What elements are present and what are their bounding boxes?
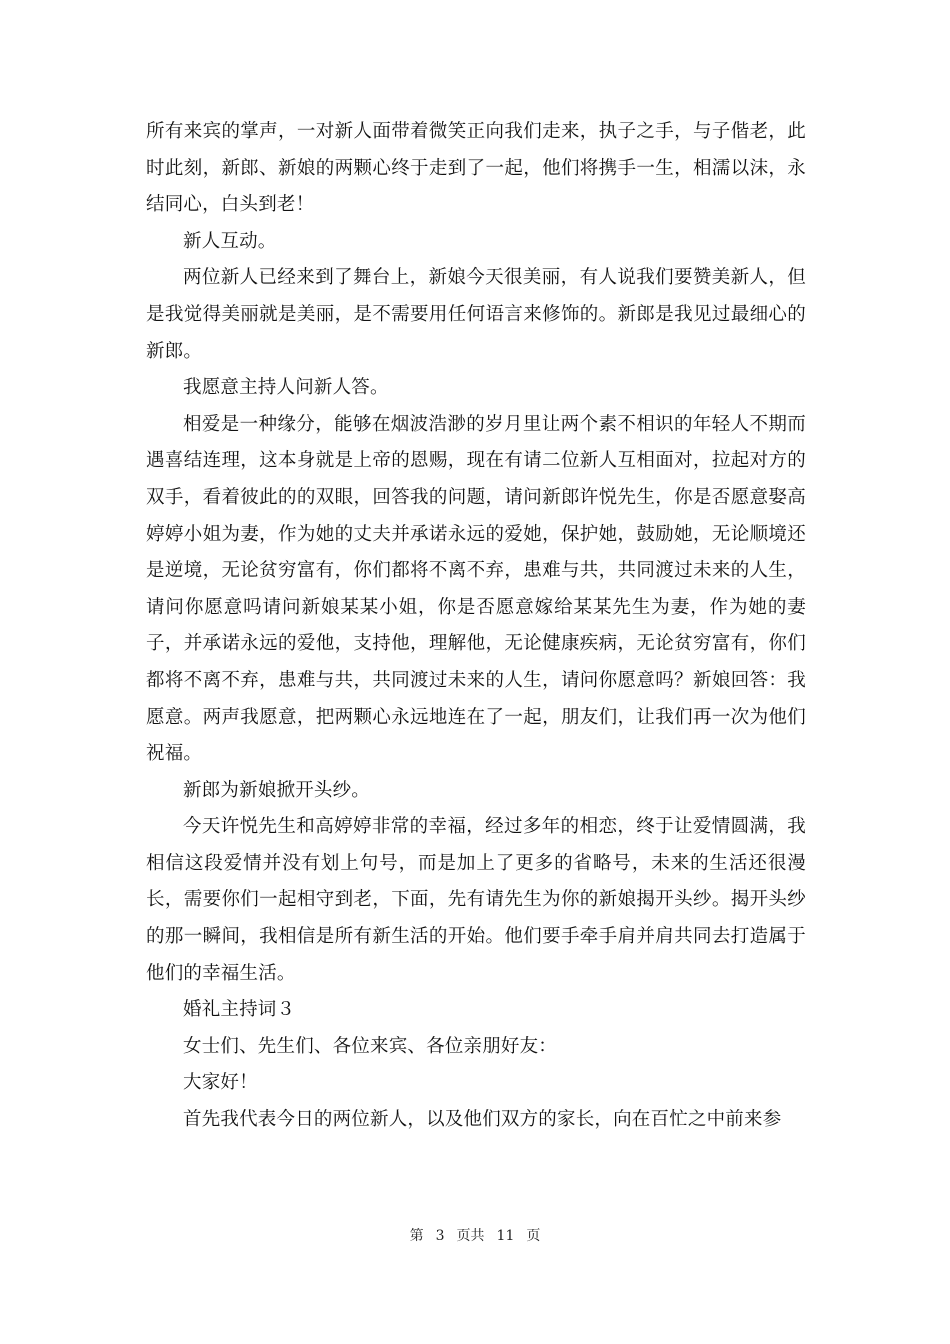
footer-current-page: 3: [435, 1228, 445, 1244]
paragraph-continuation: 所有来宾的掌声，一对新人面带着微笑正向我们走来，执子之手，与子偕老，此时此刻，新郎、新娘的两颗心终于走到了一起，他们将携手一生，相濡以沫，永结同心，白头到老！: [146, 121, 806, 216]
paragraph-heading-interaction: 新人互动。: [183, 230, 277, 252]
paragraph-stage: 两位新人已经来到了舞台上，新娘今天很美丽，有人说我们要赞美新人，但是我觉得美丽就是美丽，是不需要用任何语言来修饰的。新郎是我见过最细心的新郎。: [146, 267, 806, 362]
paragraph-hello: 大家好！: [183, 1072, 258, 1094]
paragraph-opening: 首先我代表今日的两位新人，以及他们双方的家长，向在百忙之中前来参: [183, 1109, 782, 1131]
document-body: [146, 114, 806, 1139]
paragraph-veil: 今天许悦先生和高婷婷非常的幸福，经过多年的相恋，终于让爱情圆满，我相信这段爱情并没有划上句号，而是加上了更多的省略号，未来的生活还很漫长，需要你们一起相守到老，下面，先有请先生为你的新娘揭开头纱。揭开头纱的那一瞬间，我相信是所有新生活的开始。他们要手牵手肩并肩共同去打造属于他们的幸福生活。: [146, 816, 806, 984]
footer-suffix: 页: [526, 1228, 541, 1244]
footer-middle: 页共: [456, 1228, 485, 1244]
paragraph-heading-veil: 新郎为新娘掀开头纱。: [183, 779, 371, 801]
paragraph-vows: 相爱是一种缘分，能够在烟波浩渺的岁月里让两个素不相识的年轻人不期而遇喜结连理，这本身就是上帝的恩赐，现在有请二位新人互相面对，拉起对方的双手，看着彼此的的双眼，回答我的问题，请问新郎许悦先生，你是否愿意娶高婷婷小姐为妻，作为她的丈夫并承诺永远的爱她，保护她，鼓励她，无论顺境还是逆境，无论贫穷富有，你们都将不离不弃，患难与共，共同渡过未来的人生，请问你愿意吗请问新娘某某小姐，你是否愿意嫁给某某先生为妻，作为她的妻子，并承诺永远的爱他，支持他，理解他，无论健康疾病，无论贫穷富有，你们都将不离不弃，患难与共，共同渡过未来的人生，请问你愿意吗？新娘回答：我愿意。两声我愿意，把两颗心永远地连在了一起，朋友们，让我们再一次为他们祝福。: [146, 413, 806, 765]
section-title: 婚礼主持词３: [183, 999, 296, 1021]
footer-prefix: 第: [409, 1228, 424, 1244]
footer-total-pages: 11: [496, 1228, 515, 1244]
paragraph-heading-vows: 我愿意主持人问新人答。: [183, 377, 389, 399]
paragraph-greeting-audience: 女士们、先生们、各位来宾、各位亲朋好友：: [183, 1035, 558, 1057]
page-footer: [0, 1226, 950, 1246]
